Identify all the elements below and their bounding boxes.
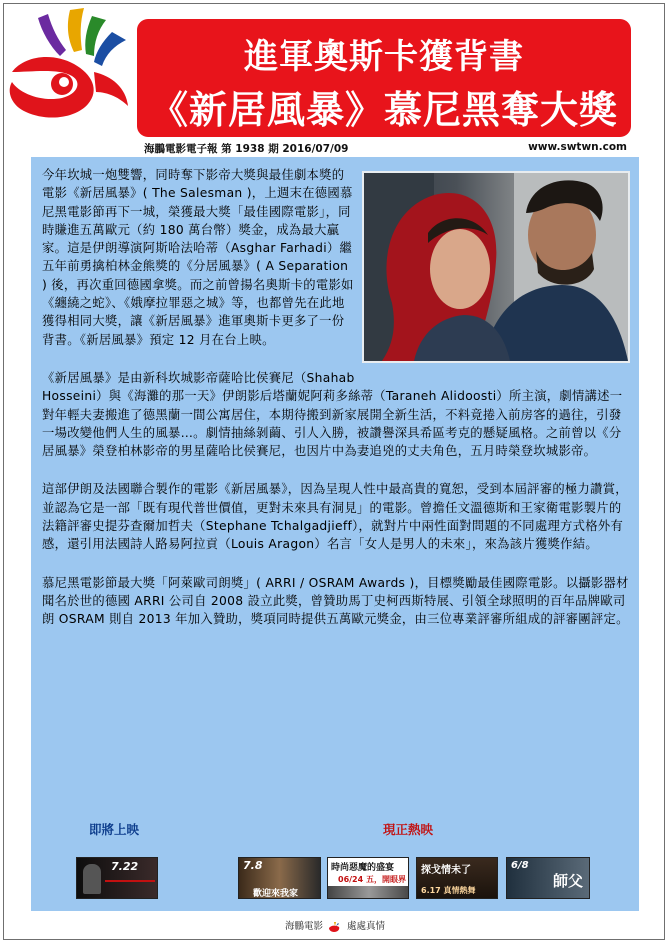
poster-coming-1-date: 7.22 [111,860,139,873]
headline-line-1: 進軍奧斯卡獲背書 [244,37,524,77]
poster-coming-1[interactable] [76,857,158,899]
poster-now-3-date: 6.17 真情熱舞 [421,886,476,895]
movie-still-photo [362,171,630,363]
article-paragraph-3: 這部伊朗及法國聯合製作的電影《新居風暴》，因為呈現人性中最高貴的寬恕，受到本屆評審的極力讚賞，並認為它是一部「既有現代普世價值，更對未來具有洞見」的電影。曾擔任文溫德斯和王家衛電影製片的法籍評審史提芬查爾加哲夫（Stephane Tchalgadjieff），就對片中兩性面對問題的不同處理方式格外有感，還引用法國詩人路易阿拉貢（Louis Aragon）名言「女人是男人的未來」，來為該片獲獎作結。 [42,482,628,552]
footer-logo-icon [328,921,342,933]
poster-now-3[interactable] [416,857,498,899]
coming-soon-label: 即將上映 [89,822,140,837]
headline-banner [137,19,631,137]
footer [0,918,670,933]
content-panel [31,157,639,911]
poster-now-2-date: 06/24 五，開眼界 [338,875,406,884]
now-showing-label: 現正熱映 [383,822,434,837]
website-link[interactable]: www.swtwn.com [528,141,627,153]
footer-right-text: 處處真情 [347,921,386,932]
poster-now-1-date: 7.8 [243,859,263,872]
article-paragraph-2: 《新居風暴》是由新科坎城影帝薩哈比侯賽尼（Shahab Hosseini）與《海灘的那一天》伊朗影后塔蘭妮阿莉多絲蒂（Taraneh Alidoosti）所主演，劇情講述一對年輕夫妻搬進了德黑蘭一間公寓居住，本期待搬到新家展開全新生活，不料竟捲入前房客的過往，引發一場改變他們人生的風暴…。劇情抽絲剝繭、引人入勝，被讚譽深具希區考克的懸疑風格。之前曾以《分居風暴》榮登柏林影帝的男星薩哈比侯賽尼，也因片中為妻追兇的丈夫角色，五月時榮登坎城影帝。 [42,370,623,459]
poster-now-2-title: 時尚惡魔的盛宴 [331,863,395,873]
article-paragraph-4: 慕尼黑電影節最大獎「阿萊歐司朗獎」( ARRI / OSRAM Awards )，目標獎勵最佳國際電影。以攝影器材聞名於世的德國 ARRI 公司自 2008 設立此獎，曾贊助馬丁史柯西斯特展、引領全球照明的百年品牌歐司朗 OSRAM 則自 2013 年加入贊助，獎項同時提供五萬歐元獎金，由三位專業評審所組成的評審團評定。 [42,575,629,627]
issue-info: 海鵬電影電子報 第 1938 期 2016/07/09 [144,143,349,155]
poster-now-4[interactable] [506,857,590,899]
poster-now-4-title: 師父 [553,872,584,890]
poster-now-4-date: 6/8 [511,860,529,871]
poster-now-1[interactable] [238,857,321,899]
poster-now-3-title: 探戈情未了 [421,865,471,876]
article-paragraph-1-text: 今年坎城一炮雙響，同時奪下影帝大獎與最佳劇本獎的電影《新居風暴》( The Salesman )，上週末在德國慕尼黑電影節再下一城，榮獲最大獎「最佳國際電影」，同時賺進五萬歐元（約 180 萬台幣）獎金，成為最大贏家。這是伊朗導演阿斯哈法哈蒂（Asghar Farhadi）繼五年前勇擒柏林金熊獎的《分居風暴》( A Separation ) 後，再次重回德國拿獎。而之前曾揚名奧斯卡的電影如《纏繞之蛇》、《娥摩拉罪惡之城》等，也都曾先在此地獲得相同大獎，讓《新居風暴》進軍奧斯卡更多了一份背書。《新居風暴》預定 12 月在台上映。 [42,168,354,347]
poster-now-1-caption: 歡迎來我家 [253,889,299,899]
poster-now-2[interactable] [327,857,409,899]
article-body [42,166,630,649]
article-paragraph-1 [42,166,630,349]
headline-line-2: 《新居風暴》慕尼黑奪大獎 [149,88,618,132]
footer-left-text: 海鵬電影 [284,921,323,932]
haipeng-logo [2,2,142,127]
